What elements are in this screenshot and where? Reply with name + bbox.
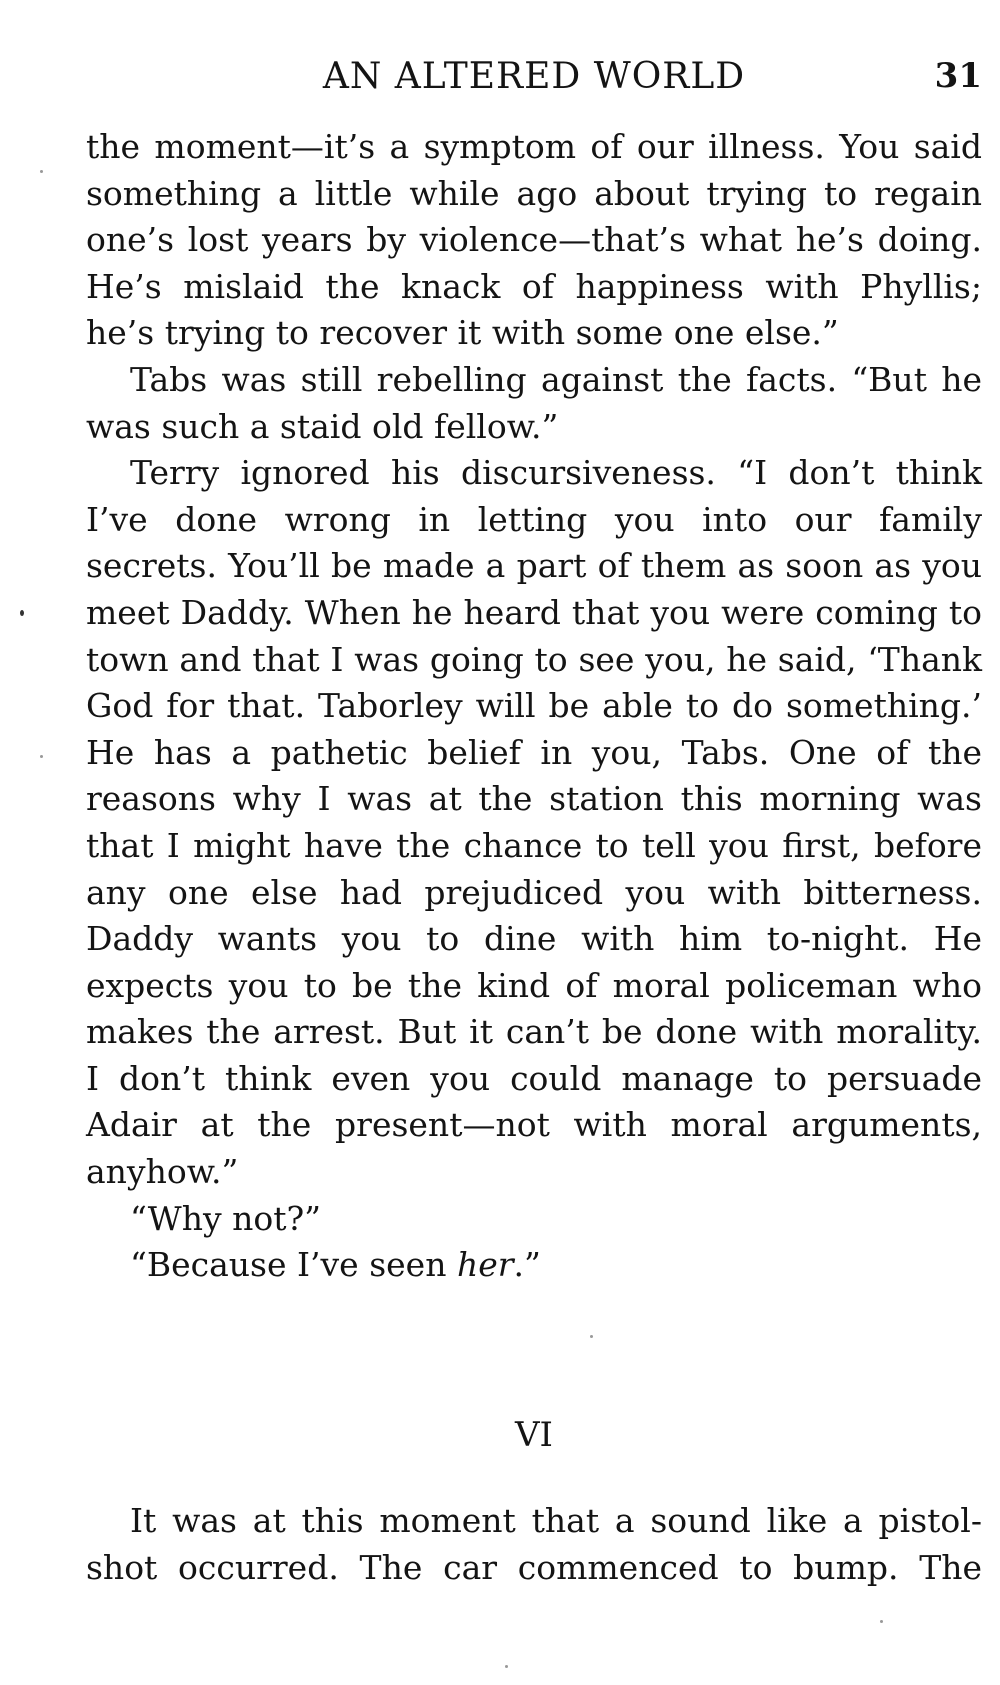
paragraph: the moment—it’s a symptom of our illness. You said something a little while ago about trying to regain one’s lost years by violence—that’s what he’s doing. He’s mislaid the knack of happiness with Phyllis; he’s trying to recover it with some one else.” xyxy=(86,127,982,353)
scan-speckle xyxy=(590,1335,593,1338)
paragraph: Terry ignored his discursiveness. “I don’t think I’ve done wrong in letting you into our family secrets. You’ll be made a part of them as soon as you meet Daddy. When he heard that you were coming to town and that I was going to see you, he said, ‘Thank God for that. Taborley will be able to do something.’ He has a pathetic belief in you, Tabs. One of the reasons why I was at the station this morning was that I might have the chance to tell you first, before any one else had prejudiced you with bitterness. Daddy wants you to dine with him to-night. He expects you to be the kind of moral policeman who makes the arrest. But it can’t be done with morality. I don’t think even you could manage to persuade Adair at the present—not with moral arguments, anyhow.” xyxy=(86,453,982,1192)
paragraph: “Why not?” xyxy=(130,1198,322,1238)
scan-speckle xyxy=(880,1620,883,1623)
dialogue-text: “Because I’ve seen xyxy=(130,1245,457,1285)
scan-speckle xyxy=(505,1665,508,1668)
page-number: 31 xyxy=(934,56,982,96)
emphasized-word: her xyxy=(456,1245,514,1285)
dialogue-text: .” xyxy=(513,1245,541,1285)
paragraph: Tabs was still rebelling against the facts. “But he was such a staid old fellow.” xyxy=(86,359,982,446)
scan-speckle xyxy=(40,170,43,173)
paragraph: It was at this moment that a sound like a pistol-shot occurred. The car commenced to bump. The xyxy=(86,1501,982,1587)
scan-speckle xyxy=(40,755,43,758)
paragraph xyxy=(86,1242,982,1289)
body-text xyxy=(86,124,982,1289)
scan-speckle xyxy=(20,610,24,616)
running-head xyxy=(86,52,982,102)
running-title: AN ALTERED WORLD xyxy=(322,56,746,97)
section-text xyxy=(86,1498,982,1591)
section-heading: VI xyxy=(515,1415,553,1455)
